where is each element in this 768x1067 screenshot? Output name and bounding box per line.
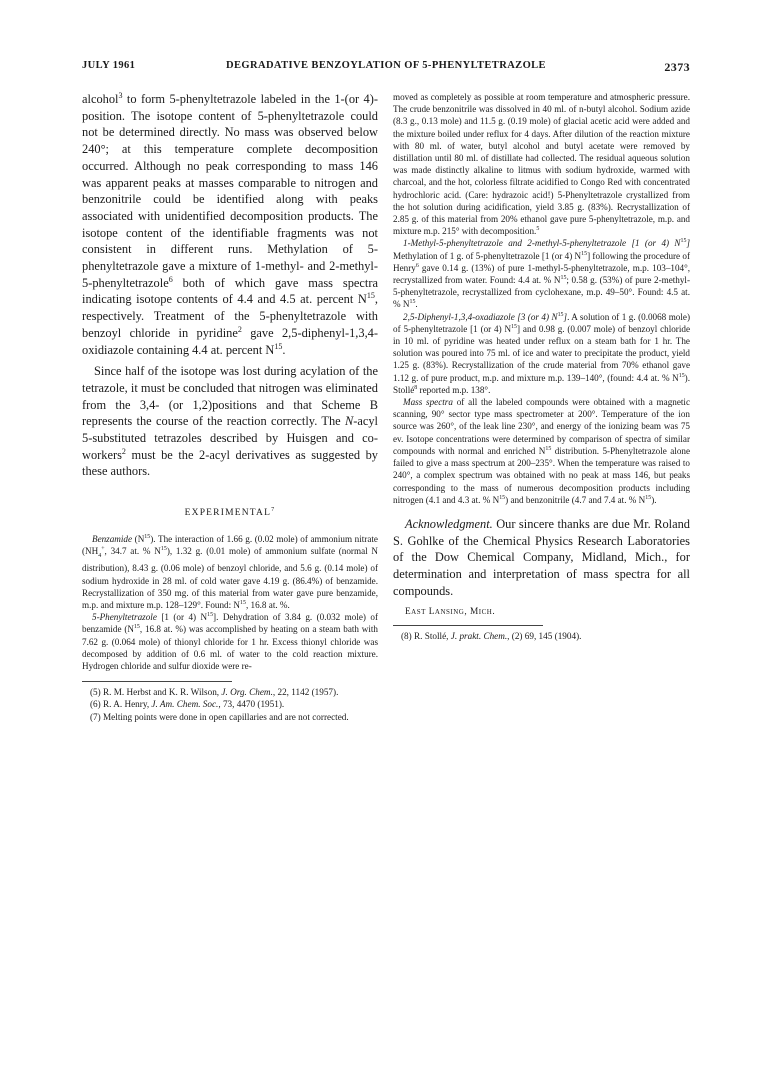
author-location: East Lansing, Mich. (405, 607, 496, 618)
benzamide-paragraph: Benzamide $(N^{15})$. The interaction of 1.66 g. (0.02 mole) of ammonium nitrate ($NH_4^+$, 34.7 at. % $N^{15}$), 1.32 g. (0.01 mole) of ammonium sulfate (normal N distribution), 8.43 g. (0.06 mole) of benzoyl chloride, and 5.6 g. (0.14 mole) of sodium hydroxide in 28 ml. of cold water gave 4.19 g. (86.4%) of benzamide. Recrystallization of 350 mg. of this material from water gave pure benzamide, m.p. and mixture m.p. 128–129°. Found: $N^{15}$, 16.8 at. %. (82, 534, 378, 611)
header-date: JULY 1961 (82, 60, 136, 71)
methylation-paragraph: 1-Methyl-5-phenyltetrazole and 2-methyl-5-phenyltetrazole [1 (or 4) $N^{15}$] Methylation of 1 g. of 5-phenyltetrazole [1 (or 4) $N^{15}$] following the procedure of Henry$^6$ gave 0.14 g. (13%) of pure 1-methyl-5-phenyltetrazole, m.p. 103–104°, recrystallized from water. Found: 4.4 at. % $N^{15}$; 0.58 g. (53%) of pure 2-methyl-5-phenyltetrazole, recrystallized from cyclohexane, m.p. 49–50°. Found: 4.5 at. % $N^{15}$. (393, 238, 691, 310)
left-column (82, 91, 378, 723)
footnote-rule-right (393, 625, 543, 626)
section-title-experimental: EXPERIMENTAL$^7$ (184, 507, 276, 519)
footnote-8: (8) R. Stollé, J. prakt. Chem., (2) 69, 145 (1904). (401, 631, 582, 642)
acknowledgment-paragraph: Acknowledgment. Our sincere thanks are due Mr. Roland S. Gohlke of the Chemical Physics Research Laboratories of the Dow Chemical Company, Midland, Mich., for determination and interpretation of mass spectra for all compounds. (393, 516, 690, 598)
body-paragraph-2: Since half of the isotope was lost during acylation of the tetrazole, it must be concluded that nitrogen was eliminated from the 3,4- (or 1,2)positions and that Scheme B represents the course of the reaction correctly. The N-acyl 5-substituted tetrazoles described by Huisgen and co-workers$^2$ must be the 2-acyl derivatives as suggested by these authors. (82, 364, 378, 479)
footnote-rule (82, 681, 232, 682)
footnote-list (82, 686, 378, 723)
footnote-6: (6) R. A. Henry, J. Am. Chem. Soc., 73, 4470 (1951). (90, 699, 285, 710)
page-number: 2373 (664, 60, 690, 74)
header-title: DEGRADATIVE BENZOYLATION OF 5-PHENYLTETRAZOLE (226, 60, 546, 71)
footnote-7: (7) Melting points were done in open capillaries and are not corrected. (90, 711, 349, 722)
body-paragraph-1: alcohol$^3$ to form 5-phenyltetrazole labeled in the 1-(or 4)-position. The isotope content of 5-phenyltetrazole could not be determined directly. No mass was observed below 240°; at this temperature complete decomposition occurred. Although no peak corresponding to mass 146 was apparent peaks at masses comparable to nitrogen and benzonitrile could be identified along with peaks associated with unidentified decomposition products. The isotope content of the identifiable fragments was not consistent in different runs. Methylation of 5-phenyltetrazole gave a mixture of 1-methyl- and 2-methyl-5-phenyltetrazole$^6$ both of which gave mass spectra indicating isotope contents of 4.4 and 4.5 at. percent $N^{15}$, respectively. Treatment of the 5-phenyltetrazole with benzoyl chloride in pyridine$^2$ gave 2,5-diphenyl-1,3,4-oxidiazole containing 4.4 at. percent $N^{15}$. (82, 90, 378, 357)
phenyltetrazole-paragraph: 5-Phenyltetrazole [1 (or 4) $N^{15}$]. Dehydration of 3.84 g. (0.032 mole) of benzamide ($N^{15}$, 16.8 at. %) was accomplished by heating on a steam bath with 7.62 g. (0.064 mole) of thionyl chloride for 1 hr. Excess thionyl chloride was decomposed by addition of 0.6 ml. of water to the cold reaction mixture. Hydrogen chloride and sulfur dioxide were re- (82, 612, 378, 672)
oxadiazole-paragraph: 2,5-Diphenyl-1,3,4-oxadiazole [3 (or 4) $N^{15}$]. A solution of 1 g. (0.0068 mole) of 5-phenyltetrazole [1 (or 4) $N^{15}$] and 0.98 g. (0.007 mole) of benzoyl chloride in 10 ml. of pyridine was heated under reflux on a steam bath for 1 hr. The solution was poured into 75 ml. of ice and water to precipitate the product, yield 1.25 g. (83%). Recrystallization of the crude material from 70% ethanol gave 1.12 g. of pure product, m.p. and mixture m.p. 139–140°, (found: 4.4 at. % $N^{15}$). Stollé$^8$ reported m.p. 138°. (393, 311, 690, 395)
continuation-paragraph: moved as completely as possible at room temperature and atmospheric pressure. The crude benzonitrile was dissolved in 40 ml. of n-butyl alcohol. Sodium azide (8.3 g., 0.13 mole) and 11.5 g. (0.19 mole) of glacial acetic acid were added and the mixture boiled under reflux for 4 days. After dilution of the reaction mixture with 80 ml. of water, butyl alcohol and butyl acetate were removed by distillation until 80 ml. of distillate had collected. The residual aqueous solution was made distinctly alkaline to litmus with sodium hydroxide, warmed with charcoal, and the hot, colorless filtrate acidified to Congo Red with concentrated hydrochloric acid. (Care: hydrazoic acid!) 5-Phenyltetrazole crystallized from the hot solution during acidification, yield 3.85 g. (83%). Recrystallization of 2.85 g. of this material from 20% ethanol gave pure 5-phenyltetrazole, m.p. and mixture m.p. 215° with decomposition.$^5$ (393, 92, 690, 237)
right-column (393, 91, 690, 643)
running-head (82, 60, 690, 76)
footnote-5: (5) R. M. Herbst and K. R. Wilson, J. Org. Chem., 22, 1142 (1957). (90, 687, 339, 698)
mass-spectra-paragraph: Mass spectra of all the labeled compounds were obtained with a magnetic scanning, 90° sector type mass spectrometer at 200°. Temperature of the ion source was 260°, of the leak line 230°, and energy of the ionizing beam was 75 ev. Isotope concentrations were determined by comparison of spectra of similar compounds with normal and enriched $N^{15}$ distribution. 5-Phenyltetrazole alone failed to give a mass spectrum at 200–235°. When the temperature was raised to 240°, a complex spectrum was obtained with no peak at mass 146, but peaks corresponding to the mass of numerous decomposition products including nitrogen (4.1 and 4.3 at. % $N^{15}$) and benzonitrile (4.7 and 7.4 at. % $N^{15}$). (393, 397, 690, 505)
footnote-list-right (393, 630, 690, 642)
